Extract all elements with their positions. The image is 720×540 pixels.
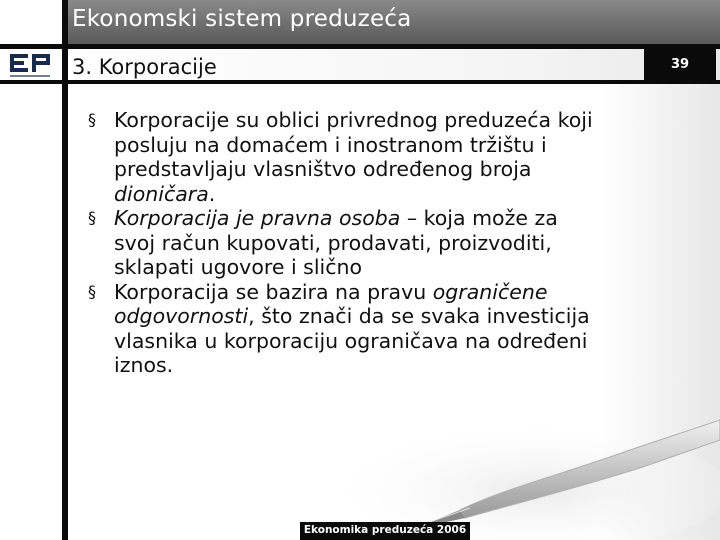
text-segment: , što znači da se svaka investicija [248, 304, 590, 328]
bullet-line [114, 353, 688, 378]
header-title: Ekonomski sistem preduzeća [72, 6, 412, 32]
text-segment: iznos. [114, 353, 174, 377]
bullet-line [114, 280, 688, 305]
text-segment: – koja može za [400, 206, 558, 230]
fountain-pen-illustration [300, 380, 720, 540]
bullet-item [88, 280, 688, 378]
bullet-list [88, 108, 688, 378]
bullet-line [114, 329, 688, 354]
bullet-line [114, 182, 688, 207]
text-segment: Korporacije su oblici privrednog preduzeća koji [114, 108, 593, 132]
bullet-marker: § [88, 281, 96, 301]
bullet-line [114, 206, 688, 231]
text-segment: sklapati ugovore i slično [114, 255, 363, 279]
text-segment: posluju na domaćem i inostranom tržištu i [114, 132, 547, 157]
italic-text: ograničene [432, 279, 548, 304]
ep-logo-icon [6, 52, 56, 80]
text-segment: predstavljaju vlasništvo određenog broja [114, 157, 532, 181]
bullet-marker: § [88, 208, 96, 227]
page-number: 39 [670, 57, 690, 72]
bullet-item [88, 206, 688, 280]
bullet-marker: § [88, 110, 96, 129]
bullet-line [114, 133, 688, 158]
text-segment: vlasnika u korporaciju ograničava na određeni [114, 328, 588, 353]
slide-subtitle: 3. Korporacije [72, 55, 217, 79]
italic-text: dioničara [114, 181, 209, 206]
bullet-line [114, 304, 688, 329]
text-segment: Korporacija se bazira na pravu [114, 279, 433, 304]
bullet-line [114, 157, 688, 182]
footer-text: Ekonomika preduzeća 2006 [303, 524, 467, 536]
bullet-line [114, 231, 688, 256]
bullet-item [88, 108, 688, 206]
italic-text: odgovornosti [114, 304, 249, 328]
text-segment: svoj račun kupovati, prodavati, proizvoditi, [114, 230, 552, 255]
bullet-line [114, 255, 688, 280]
italic-text: Korporacija je pravna osoba [114, 206, 401, 230]
text-segment: . [208, 181, 216, 206]
bullet-line [114, 108, 688, 133]
